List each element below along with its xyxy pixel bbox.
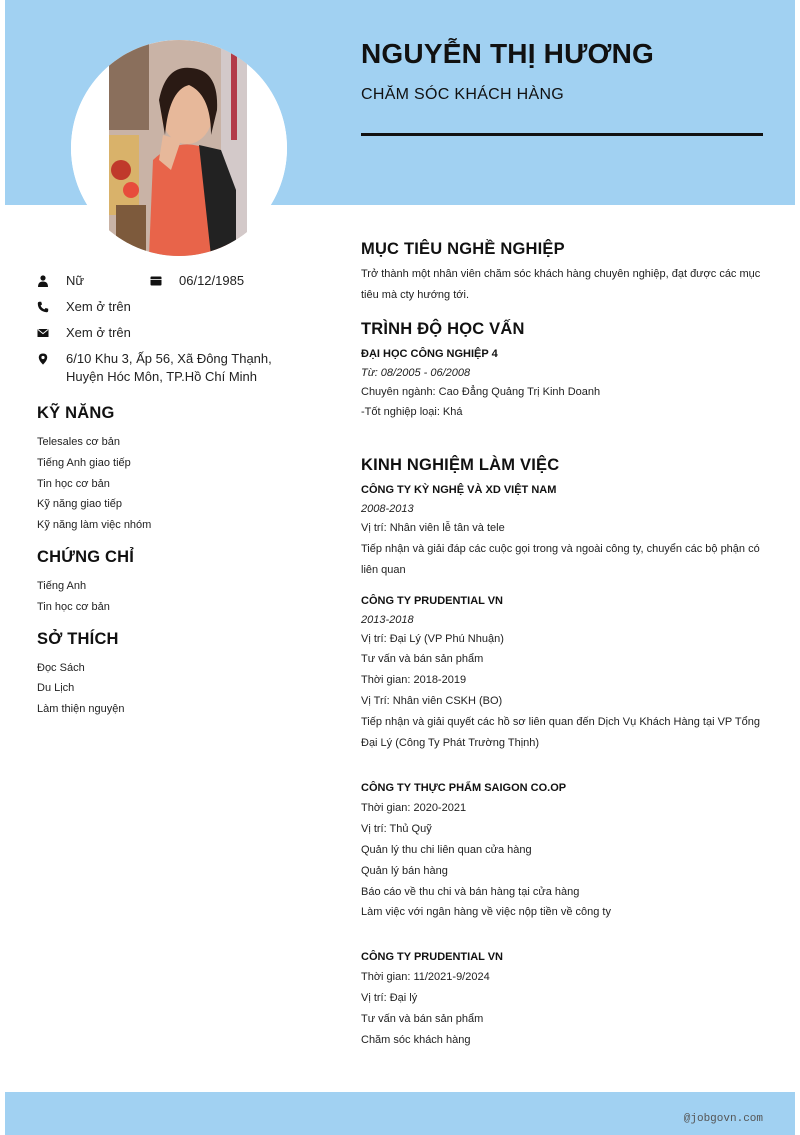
footer-watermark: @jobgovn.com — [683, 1113, 763, 1125]
address-value: 6/10 Khu 3, Ấp 56, Xã Đông Thạnh, Huyện Hóc Môn, TP.Hồ Chí Minh — [66, 351, 272, 384]
calendar-icon — [150, 275, 162, 287]
job-company: CÔNG TY THỰC PHẨM SAIGON CO.OP — [361, 782, 567, 795]
education-title: TRÌNH ĐỘ HỌC VẤN — [361, 319, 525, 338]
job-line: Làm việc với ngân hàng về việc nộp tiền về công ty — [361, 906, 611, 919]
job-entry — [361, 480, 766, 580]
info-email — [37, 324, 317, 342]
info-address — [37, 350, 317, 386]
left-column — [37, 272, 317, 720]
phone-value: Xem ở trên — [66, 299, 131, 314]
title-divider — [361, 133, 763, 136]
hobbies-section — [37, 630, 317, 720]
job-line: Báo cáo về thu chi và bán hàng tại cửa hàng — [361, 885, 580, 898]
objective-section — [361, 240, 766, 306]
job-line: Thời gian: 11/2021-9/2024 — [361, 971, 490, 984]
experience-section — [361, 456, 766, 1050]
certificate-item: Tiếng Anh — [37, 579, 87, 592]
job-line: Tư vấn và bán sản phẩm — [361, 1012, 484, 1025]
job-line: Chăm sóc khách hàng — [361, 1033, 471, 1046]
job-line: Tiếp nhận và giải đáp các cuộc gọi trong và ngoài công ty, chuyển các bộ phận có liên quan — [361, 542, 760, 576]
education-period: Từ: 08/2005 - 06/2008 — [361, 366, 471, 379]
job-line: Vị trí: Thủ Quỹ — [361, 823, 432, 836]
certificates-list — [37, 576, 317, 618]
job-period: 2008-2013 — [361, 503, 414, 516]
email-value: Xem ở trên — [66, 325, 131, 340]
objective-text: Trở thành một nhân viên chăm sóc khách hàng chuyên nghiệp, đạt được các mục tiêu mà cty hướng tới. — [361, 268, 761, 301]
footer-band — [5, 1092, 795, 1135]
skills-title: KỸ NĂNG — [37, 404, 115, 422]
right-column — [361, 240, 766, 1050]
job-entry — [361, 947, 766, 1050]
profile-photo — [71, 40, 287, 256]
hobbies-title: SỞ THÍCH — [37, 629, 119, 648]
job-period: 2013-2018 — [361, 613, 414, 626]
certificates-section — [37, 548, 317, 618]
skill-item: Kỹ năng giao tiếp — [37, 498, 123, 511]
job-line: Tư vấn và bán sản phẩm — [361, 653, 484, 666]
info-phone — [37, 298, 317, 316]
hobby-item: Làm thiện nguyện — [37, 703, 125, 716]
objective-title: MỤC TIÊU NGHỀ NGHIỆP — [361, 240, 565, 258]
education-line: -Tốt nghiệp loại: Khá — [361, 406, 463, 419]
job-line: Vị trí: Nhân viên lễ tân và tele — [361, 522, 505, 535]
hobby-item: Đọc Sách — [37, 661, 85, 674]
job-entry — [361, 778, 766, 923]
candidate-job-title: CHĂM SÓC KHÁCH HÀNG — [361, 86, 565, 103]
gender-value: Nữ — [66, 273, 85, 288]
person-icon — [37, 275, 49, 287]
envelope-icon — [37, 327, 49, 339]
job-line: Quản lý bán hàng — [361, 864, 448, 877]
job-company: CÔNG TY PRUDENTIAL VN — [361, 951, 503, 964]
job-company: CÔNG TY KỲ NGHỆ VÀ XD VIỆT NAM — [361, 484, 557, 497]
education-section — [361, 320, 766, 424]
certificate-item: Tin học cơ bản — [37, 600, 110, 613]
birthday-value: 06/12/1985 — [179, 273, 245, 288]
job-line: Tiếp nhận và giải quyết các hồ sơ liên quan đến Dịch Vụ Khách Hàng tại VP Tổng Đại Lý (Công Ty Phát Trường Thịnh) — [361, 715, 760, 749]
skills-section — [37, 404, 317, 536]
skill-item: Tin học cơ bản — [37, 477, 110, 490]
candidate-name: NGUYỄN THỊ HƯƠNG — [361, 38, 654, 69]
job-company: CÔNG TY PRUDENTIAL VN — [361, 594, 503, 607]
skill-item: Tiếng Anh giao tiếp — [37, 456, 131, 469]
certificates-title: CHỨNG CHỈ — [37, 547, 135, 566]
skills-list — [37, 432, 317, 536]
job-line: Quản lý thu chi liên quan cửa hàng — [361, 843, 532, 856]
skill-item: Kỹ năng làm việc nhóm — [37, 519, 152, 532]
info-gender-birthday — [37, 272, 317, 290]
education-school: ĐẠI HỌC CÔNG NGHIỆP 4 — [361, 347, 498, 360]
hobby-item: Du Lịch — [37, 682, 75, 695]
job-line: Vị trí: Đại Lý (VP Phú Nhuận) — [361, 632, 504, 645]
map-pin-icon — [37, 353, 49, 365]
job-entry — [361, 591, 766, 754]
job-line: Thời gian: 2020-2021 — [361, 802, 467, 815]
job-line: Vị trí: Đại lý — [361, 991, 418, 1004]
phone-icon — [37, 301, 49, 313]
profile-photo-image — [71, 40, 287, 256]
education-line: Chuyên ngành: Cao Đẳng Quảng Trị Kinh Doanh — [361, 385, 601, 398]
job-line: Thời gian: 2018-2019 — [361, 674, 467, 687]
skill-item: Telesales cơ bản — [37, 436, 121, 448]
experience-title: KINH NGHIỆM LÀM VIỆC — [361, 456, 560, 475]
job-line: Vị Trí: Nhân viên CSKH (BO) — [361, 694, 503, 707]
hobbies-list — [37, 658, 317, 720]
